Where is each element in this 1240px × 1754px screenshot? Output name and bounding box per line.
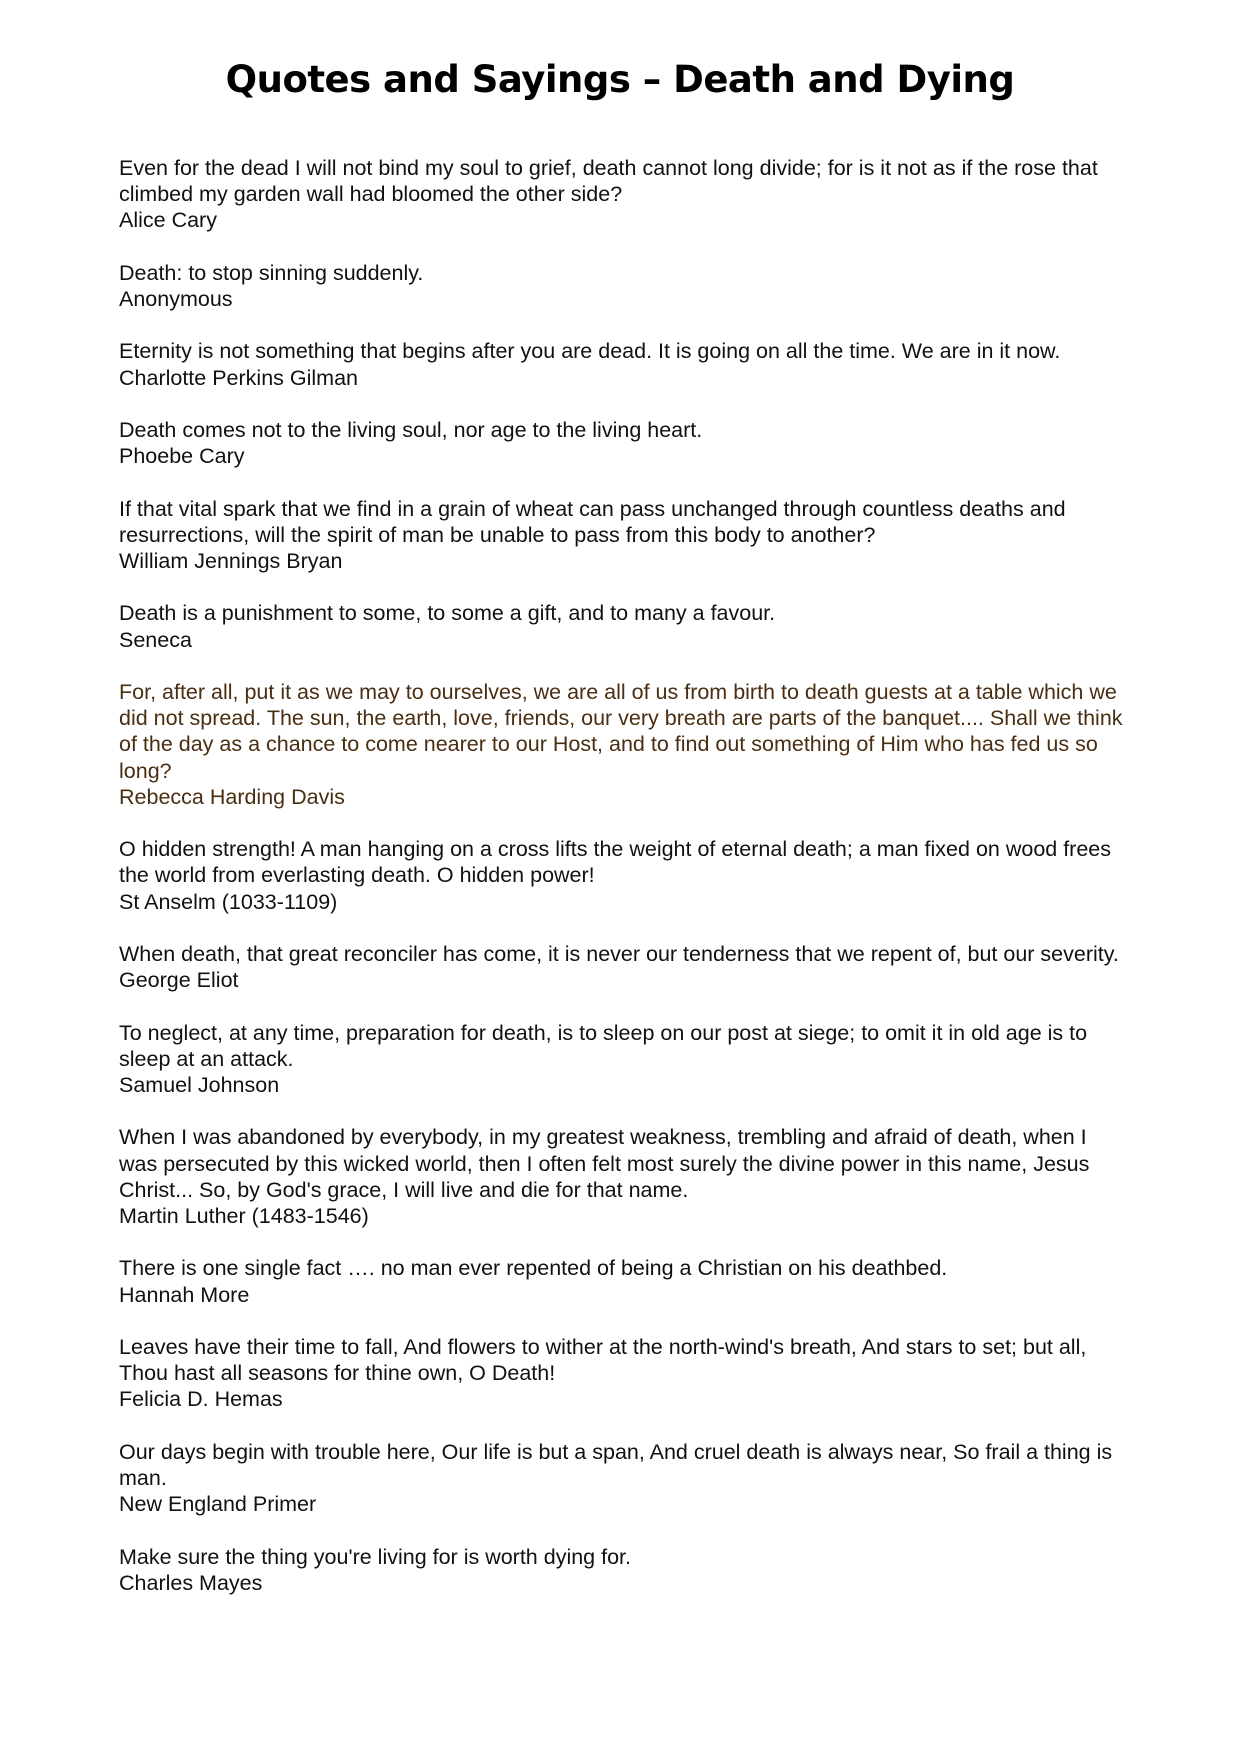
quote-author: St Anselm (1033-1109): [119, 889, 338, 914]
quote-item: [119, 836, 1129, 915]
quote-item: [119, 1439, 1129, 1518]
quote-item: [119, 1334, 1129, 1413]
quote-text: Eternity is not something that begins after you are dead. It is going on all the time. We are in it now.: [119, 339, 1061, 364]
quote-text: Make sure the thing you're living for is worth dying for.: [119, 1544, 631, 1569]
quote-text: When death, that great reconciler has come, it is never our tenderness that we repent of, but our severity.: [119, 941, 1119, 966]
quote-item: [119, 496, 1129, 575]
quote-text: To neglect, at any time, preparation for death, is to sleep on our post at siege; to omit it in old age is to sleep at an attack.: [119, 1020, 1088, 1071]
quote-author: Hannah More: [119, 1282, 250, 1307]
quote-item: [119, 1020, 1129, 1099]
quote-author: Rebecca Harding Davis: [119, 784, 345, 809]
quote-item: [119, 941, 1129, 993]
quote-author: Martin Luther (1483-1546): [119, 1203, 369, 1228]
quote-item: [119, 260, 1129, 312]
quote-item: [119, 1255, 1129, 1307]
quote-list: [119, 155, 1129, 1622]
quote-author: Anonymous: [119, 287, 233, 311]
quote-author: Felicia D. Hemas: [119, 1387, 283, 1412]
page-title: Quotes and Sayings – Death and Dying: [225, 58, 1015, 101]
quote-author: Charles Mayes: [119, 1570, 263, 1595]
quote-author: Samuel Johnson: [119, 1072, 280, 1097]
quote-author: Seneca: [119, 627, 192, 652]
quote-text: O hidden strength! A man hanging on a cross lifts the weight of eternal death; a man fixed on wood frees the world from everlasting death. O hidden power!: [119, 837, 1112, 888]
quote-item-highlighted: [119, 679, 1129, 810]
quote-author: New England Primer: [119, 1492, 317, 1517]
quote-author: George Eliot: [119, 968, 239, 993]
quote-text: There is one single fact …. no man ever repented of being a Christian on his deathbed.: [119, 1256, 948, 1281]
quote-text: Leaves have their time to fall, And flowers to wither at the north-wind's breath, And stars to set; but all, Thou hast all seasons for thine own, O Death!: [119, 1334, 1087, 1386]
quote-item: [119, 1124, 1129, 1229]
quote-text: Death: to stop sinning suddenly.: [119, 260, 424, 285]
quote-text: For, after all, put it as we may to ourselves, we are all of us from birth to death guests at a table which we did not spread. The sun, the earth, love, friends, our very breath are parts of the banquet.... Shall we think of the day as a chance to come nearer to our Host, and to find out something of Him who has fed us so long?: [119, 679, 1123, 783]
quote-item: [119, 155, 1129, 234]
quote-text: Even for the dead I will not bind my soul to grief, death cannot long divide; for is it not as if the rose that climbed my garden wall had bloomed the other side?: [119, 156, 1098, 207]
quote-item: [119, 417, 1129, 469]
quote-text: When I was abandoned by everybody, in my greatest weakness, trembling and afraid of death, when I was persecuted by this wicked world, then I often felt most surely the divine power in this name, Jesus Christ... So, by God's grace, I will live and die for that name.: [119, 1125, 1090, 1202]
quote-text: Death comes not to the living soul, nor age to the living heart.: [119, 417, 703, 442]
quote-author: Alice Cary: [119, 208, 217, 233]
quote-item: [119, 338, 1129, 390]
quote-author: Phoebe Cary: [119, 444, 245, 469]
quote-item: [119, 600, 1129, 652]
quote-text: If that vital spark that we find in a grain of wheat can pass unchanged through countless deaths and resurrections, will the spirit of man be unable to pass from this body to another?: [119, 496, 1066, 547]
quote-author: Charlotte Perkins Gilman: [119, 365, 358, 390]
quote-text: Death is a punishment to some, to some a gift, and to many a favour.: [119, 601, 776, 626]
quote-author: William Jennings Bryan: [119, 548, 343, 573]
quote-text: Our days begin with trouble here, Our life is but a span, And cruel death is always near, So frail a thing is man.: [119, 1439, 1113, 1490]
quote-item: [119, 1544, 1129, 1596]
